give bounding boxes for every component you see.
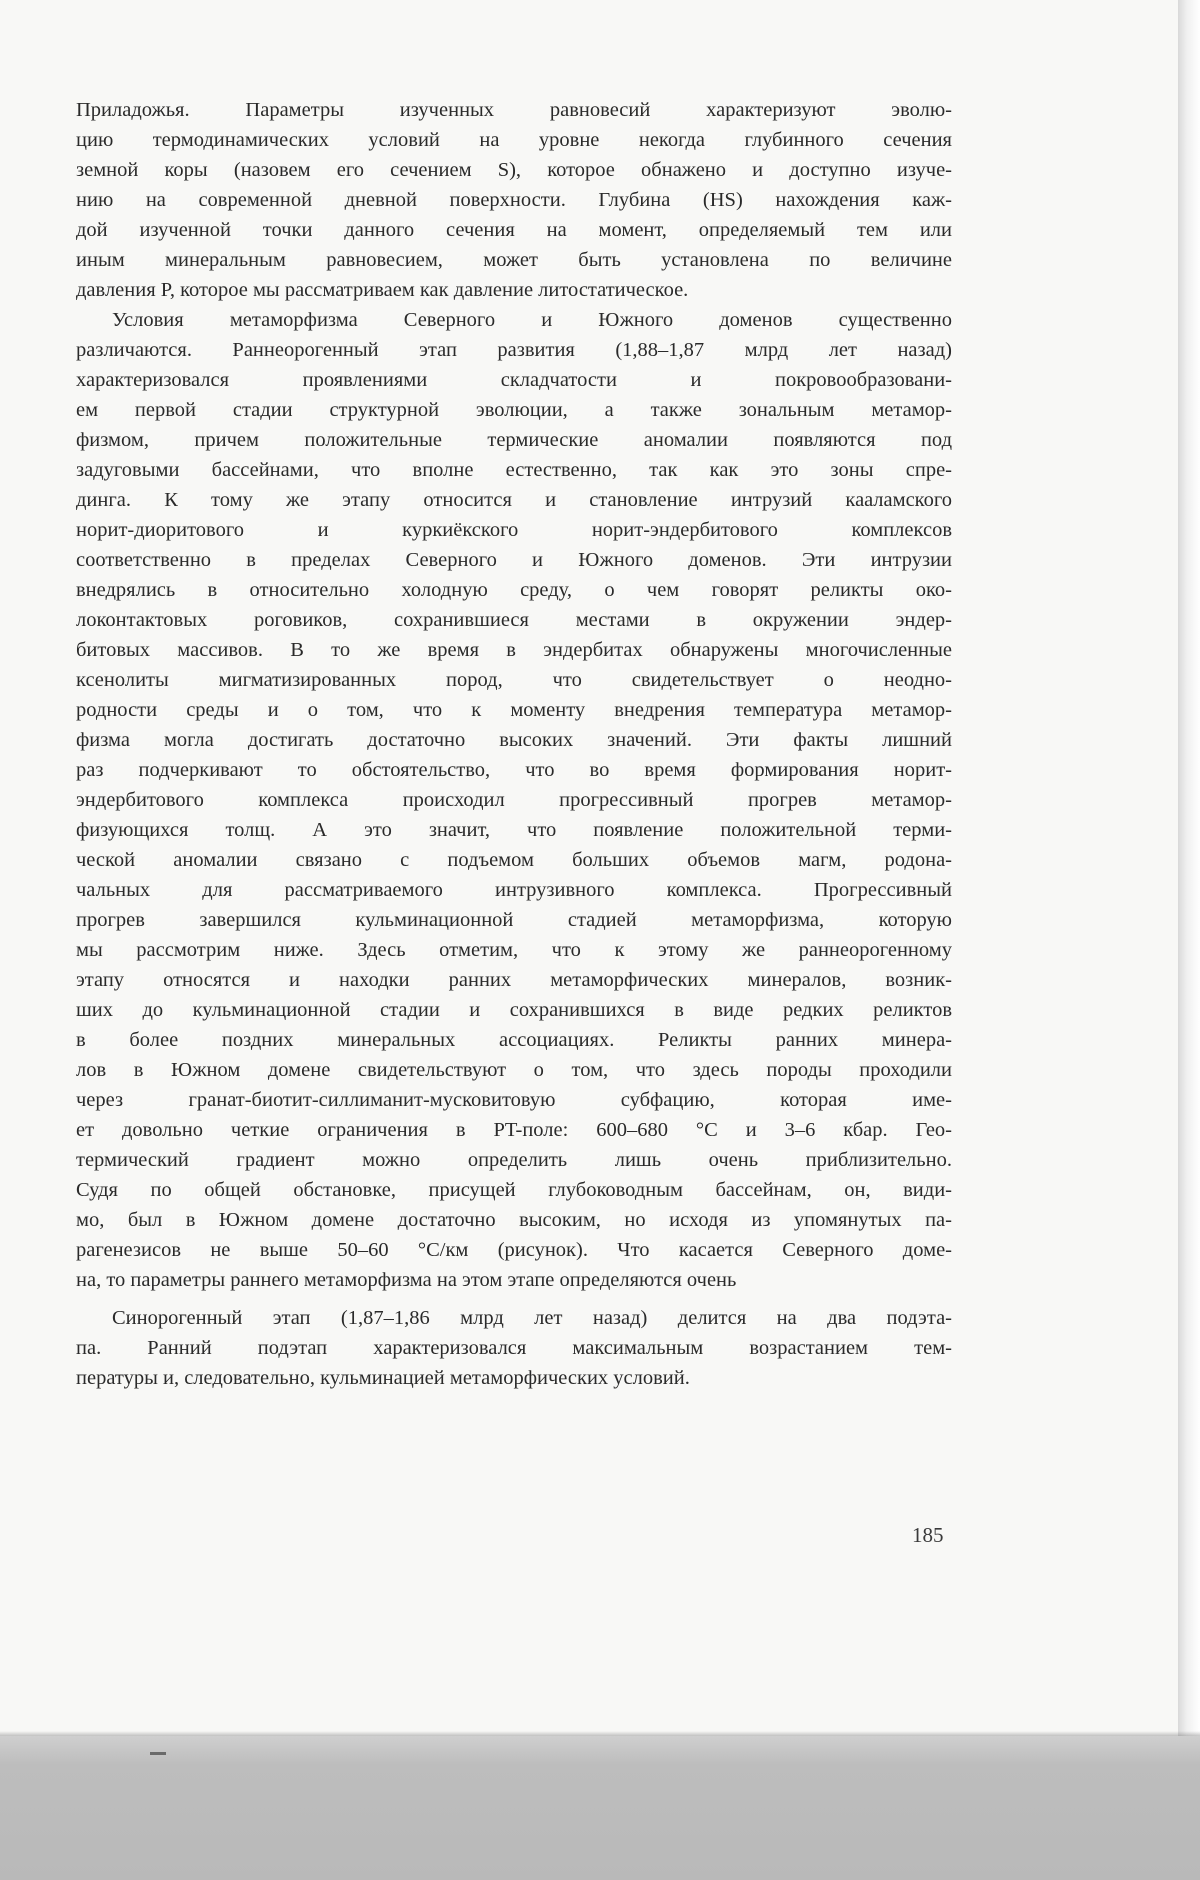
- text-line: чальных для рассматриваемого интрузивного комплекса. Прогрессивный: [76, 879, 952, 901]
- text-line: ем первой стадии структурной эволюции, а также зональным метамор-: [76, 399, 952, 421]
- text-line: ших до кульминационной стадии и сохранившихся в виде редких реликтов: [76, 999, 952, 1021]
- text-line: мы рассмотрим ниже. Здесь отметим, что к этому же раннеорогенному: [76, 939, 952, 961]
- text-line: иным минеральным равновесием, может быть установлена по величине: [76, 249, 952, 271]
- paragraph-2: [76, 305, 952, 1295]
- text-line: физмом, причем положительные термические аномалии появляются под: [76, 429, 952, 451]
- text-line: лов в Южном домене свидетельствуют о том, что здесь породы проходили: [76, 1059, 952, 1081]
- text-line: ческой аномалии связано с подъемом больших объемов магм, родона-: [76, 849, 952, 871]
- page-edge: [1178, 0, 1200, 1880]
- text-line: ет довольно четкие ограничения в PT-поле: 600–680 °С и 3–6 кбар. Гео-: [76, 1119, 952, 1141]
- text-line: мо, был в Южном домене достаточно высоким, но исходя из упомянутых па-: [76, 1209, 952, 1231]
- paragraph-gap: [76, 1295, 952, 1303]
- page-number: 185: [912, 1523, 944, 1547]
- text-line: рагенезисов не выше 50–60 °С/км (рисунок). Что касается Северного доме-: [76, 1239, 952, 1261]
- text-line: термический градиент можно определить лишь очень приблизительно.: [76, 1149, 952, 1171]
- text-line: дой изученной точки данного сечения на момент, определяемый тем или: [76, 219, 952, 241]
- text-line: битовых массивов. В то же время в эндербитах обнаружены многочисленные: [76, 639, 952, 661]
- text-line: родности среды и о том, что к моменту внедрения температура метамор-: [76, 699, 952, 721]
- text-line: задуговыми бассейнами, что вполне естественно, так как это зоны спре-: [76, 459, 952, 481]
- scan-shadow: [0, 1736, 1200, 1880]
- text-line: внедрялись в относительно холодную среду, о чем говорят реликты око-: [76, 579, 952, 601]
- text-line: па. Ранний подэтап характеризовался максимальным возрастанием тем-: [76, 1337, 952, 1359]
- text-line: характеризовался проявлениями складчатости и покровообразовани-: [76, 369, 952, 391]
- text-line: на, то параметры раннего метаморфизма на этом этапе определяются очень: [76, 1269, 737, 1291]
- text-line: норит-диоритового и куркиёкского норит-эндербитового комплексов: [76, 519, 952, 541]
- text-line: Условия метаморфизма Северного и Южного доменов существенно: [112, 309, 952, 331]
- body-text: [76, 95, 952, 1393]
- text-line: нию на современной дневной поверхности. Глубина (HS) нахождения каж-: [76, 189, 952, 211]
- text-line: в более поздних минеральных ассоциациях. Реликты ранних минера-: [76, 1029, 952, 1051]
- paragraph-1: [76, 95, 952, 305]
- text-line: прогрев завершился кульминационной стадией метаморфизма, которую: [76, 909, 952, 931]
- text-line: локонтактовых роговиков, сохранившиеся местами в окружении эндер-: [76, 609, 952, 631]
- text-line: цию термодинамических условий на уровне некогда глубинного сечения: [76, 129, 952, 151]
- text-line: раз подчеркивают то обстоятельство, что во время формирования норит-: [76, 759, 952, 781]
- scan-mark: [150, 1752, 166, 1755]
- text-line: Приладожья. Параметры изученных равновесий характеризуют эволю-: [76, 99, 952, 121]
- text-line: физма могла достигать достаточно высоких значений. Эти факты лишний: [76, 729, 952, 751]
- text-line: Судя по общей обстановке, присущей глубоководным бассейнам, он, види-: [76, 1179, 952, 1201]
- text-line: пературы и, следовательно, кульминацией метаморфических условий.: [76, 1367, 690, 1389]
- text-line: ксенолиты мигматизированных пород, что свидетельствует о неодно-: [76, 669, 952, 691]
- text-line: динга. К тому же этапу относится и становление интрузий каaламского: [76, 489, 952, 511]
- text-line: различаются. Раннеорогенный этап развития (1,88–1,87 млрд лет назад): [76, 339, 952, 361]
- text-line: давления P, которое мы рассматриваем как давление литостатическое.: [76, 279, 689, 301]
- text-line: через гранат-биотит-силлиманит-мусковитовую субфацию, которая име-: [76, 1089, 952, 1111]
- text-line: эндербитового комплекса происходил прогрессивный прогрев метамор-: [76, 789, 952, 811]
- text-line: физующихся толщ. А это значит, что появление положительной терми-: [76, 819, 952, 841]
- text-line: соответственно в пределах Северного и Южного доменов. Эти интрузии: [76, 549, 952, 571]
- text-line: земной коры (назовем его сечением S), которое обнажено и доступно изуче-: [76, 159, 952, 181]
- text-line: этапу относятся и находки ранних метаморфических минералов, возник-: [76, 969, 952, 991]
- paragraph-3: [76, 1303, 952, 1393]
- text-line: Синорогенный этап (1,87–1,86 млрд лет назад) делится на два подэта-: [112, 1307, 952, 1329]
